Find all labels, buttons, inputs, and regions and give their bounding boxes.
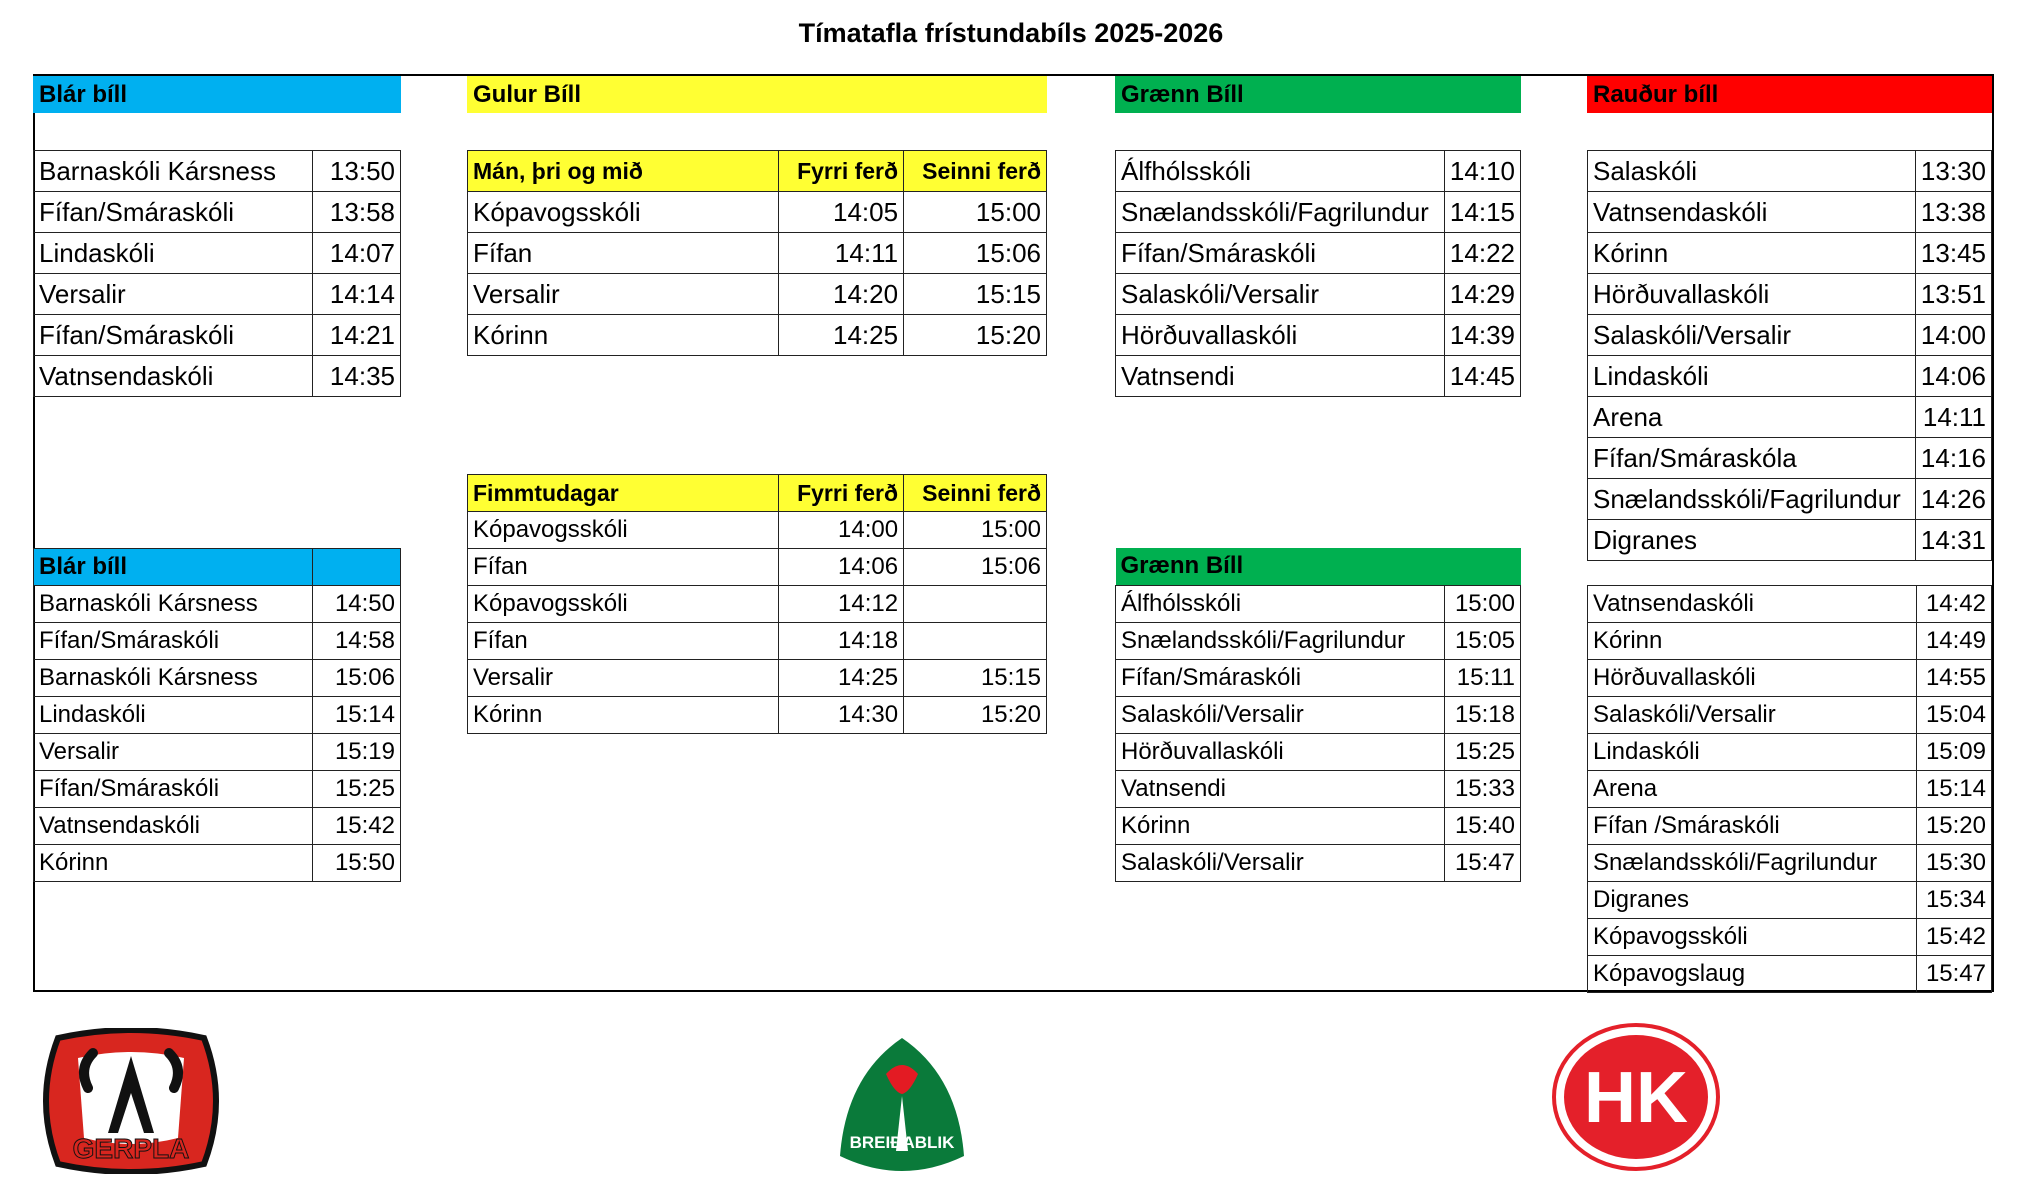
blue-bus-header: Blár bíll [33, 76, 401, 113]
departure-time: 14:30 [779, 697, 904, 734]
table-row [34, 233, 401, 274]
stop-name: Versalir [468, 660, 779, 697]
table-row [1588, 845, 1992, 882]
departure-time: 15:18 [1445, 696, 1521, 733]
table-row [34, 845, 401, 882]
stop-name: Snælandsskóli/Fagrilundur [1116, 192, 1445, 233]
stop-name: Fífan/Smáraskóli [1116, 659, 1445, 696]
table-row [468, 192, 1047, 233]
days-label-2: Fimmtudagar [468, 475, 779, 512]
table-row [1116, 356, 1521, 397]
stop-name: Vatnsendi [1116, 356, 1445, 397]
table-row [1588, 808, 1992, 845]
table-row [1588, 315, 1992, 356]
table-row [34, 734, 401, 771]
departure-time: 14:20 [779, 274, 904, 315]
table-row [34, 697, 401, 734]
departure-time: 15:00 [1445, 585, 1521, 622]
departure-time: 14:35 [313, 356, 401, 397]
table-row [1116, 622, 1521, 659]
departure-time: 14:06 [779, 549, 904, 586]
stop-name: Barnaskóli Kársness [34, 660, 313, 697]
departure-time: 14:12 [779, 586, 904, 623]
table-row [1588, 192, 1992, 233]
departure-time: 15:15 [904, 660, 1047, 697]
departure-time: 14:05 [779, 192, 904, 233]
stop-name: Salaskóli/Versalir [1588, 697, 1917, 734]
departure-time: 15:00 [904, 192, 1047, 233]
hk-logo-text: HK [1584, 1058, 1688, 1138]
departure-time [904, 586, 1047, 623]
table-row [1116, 274, 1521, 315]
table-row [34, 771, 401, 808]
stop-name: Vatnsendaskóli [34, 356, 313, 397]
departure-time: 14:15 [1444, 192, 1520, 233]
table-row [1588, 623, 1992, 660]
yellow-bus-header: Gulur Bíll [467, 76, 1047, 113]
green-bus-table-2 [1115, 548, 1521, 882]
departure-time: 14:11 [779, 233, 904, 274]
table-row [1588, 697, 1992, 734]
yellow-bus-table-2 [467, 474, 1047, 734]
table-row [1116, 233, 1521, 274]
stop-name: Snælandsskóli/Fagrilundur [1588, 479, 1916, 520]
table-row [34, 151, 401, 192]
departure-time: 14:25 [779, 660, 904, 697]
stop-name: Vatnsendaskóli [34, 808, 313, 845]
departure-time: 14:42 [1917, 586, 1992, 623]
departure-time: 14:10 [1444, 151, 1520, 192]
stop-name: Barnaskóli Kársness [34, 586, 313, 623]
table-row [1588, 956, 1992, 993]
table-row [468, 512, 1047, 549]
departure-time: 13:45 [1915, 233, 1991, 274]
departure-time: 14:06 [1915, 356, 1991, 397]
table-row [1116, 315, 1521, 356]
stop-name: Vatnsendi [1116, 770, 1445, 807]
departure-time: 14:58 [313, 623, 401, 660]
stop-name: Kórinn [468, 315, 779, 356]
table-row [1116, 807, 1521, 844]
stop-name: Kópavogsskóli [1588, 919, 1917, 956]
stop-name: Salaskóli/Versalir [1588, 315, 1916, 356]
stop-name: Vatnsendaskóli [1588, 586, 1917, 623]
stop-name: Fífan/Smáraskóli [1116, 233, 1445, 274]
table-row [34, 623, 401, 660]
hk-logo [1551, 1022, 1721, 1172]
blue-bus-header-2: Blár bíll [34, 549, 313, 586]
table-row [34, 274, 401, 315]
stop-name: Barnaskóli Kársness [34, 151, 313, 192]
stop-name: Lindaskóli [34, 697, 313, 734]
stop-name: Lindaskóli [1588, 734, 1917, 771]
departure-time: 15:20 [1917, 808, 1992, 845]
stop-name: Lindaskóli [34, 233, 313, 274]
breidablik-logo [838, 1036, 966, 1186]
departure-time: 14:21 [313, 315, 401, 356]
departure-time: 15:30 [1917, 845, 1992, 882]
table-row [1588, 771, 1992, 808]
table-row [1588, 660, 1992, 697]
departure-time: 15:40 [1445, 807, 1521, 844]
table-row [34, 586, 401, 623]
departure-time: 15:42 [313, 808, 401, 845]
table-row [1588, 438, 1992, 479]
departure-time: 15:42 [1917, 919, 1992, 956]
blue-bus-table-2 [33, 548, 401, 882]
departure-time: 14:45 [1444, 356, 1520, 397]
table-row [1588, 586, 1992, 623]
stop-name: Álfhólsskóli [1116, 151, 1445, 192]
departure-time: 15:05 [1445, 622, 1521, 659]
departure-time: 13:38 [1915, 192, 1991, 233]
table-row [34, 356, 401, 397]
stop-name: Fífan [468, 549, 779, 586]
gerpla-logo [38, 1028, 224, 1174]
table-row [468, 315, 1047, 356]
table-row [34, 315, 401, 356]
table-row [1588, 233, 1992, 274]
table-row [1588, 356, 1992, 397]
departure-time: 15:04 [1917, 697, 1992, 734]
red-bus-table-2 [1587, 585, 1992, 993]
yellow-bus-table-1 [467, 150, 1047, 356]
table-row [1116, 844, 1521, 881]
stop-name: Fífan/Smáraskóla [1588, 438, 1916, 479]
table-row [1116, 733, 1521, 770]
stop-name: Fífan /Smáraskóli [1588, 808, 1917, 845]
stop-name: Salaskóli/Versalir [1116, 274, 1445, 315]
departure-time: 15:50 [313, 845, 401, 882]
departure-time: 14:50 [313, 586, 401, 623]
stop-name: Digranes [1588, 882, 1917, 919]
stop-name: Salaskóli/Versalir [1116, 696, 1445, 733]
table-row [1588, 882, 1992, 919]
departure-time: 14:16 [1915, 438, 1991, 479]
table-row [468, 233, 1047, 274]
table-row [468, 549, 1047, 586]
stop-name: Arena [1588, 771, 1917, 808]
departure-time: 14:25 [779, 315, 904, 356]
green-bus-header: Grænn Bíll [1115, 76, 1521, 113]
breidablik-logo-text: BREIÐABLIK [849, 1133, 955, 1152]
stop-name: Kópavogsskóli [468, 586, 779, 623]
departure-time: 13:30 [1915, 151, 1991, 192]
departure-time: 15:06 [904, 233, 1047, 274]
departure-time: 13:58 [313, 192, 401, 233]
departure-time: 15:06 [313, 660, 401, 697]
departure-time: 14:00 [779, 512, 904, 549]
departure-time: 15:34 [1917, 882, 1992, 919]
stop-name: Lindaskóli [1588, 356, 1916, 397]
page-title: Tímatafla frístundabíls 2025-2026 [798, 18, 1224, 48]
stop-name: Kórinn [34, 845, 313, 882]
stop-name: Snælandsskóli/Fagrilundur [1588, 845, 1917, 882]
green-bus-header-2: Grænn Bíll [1116, 548, 1521, 585]
table-row [468, 586, 1047, 623]
stop-name: Kópavogsskóli [468, 192, 779, 233]
table-row [1116, 192, 1521, 233]
stop-name: Kórinn [468, 697, 779, 734]
red-bus-header: Rauður bíll [1587, 76, 1992, 113]
table-row [468, 623, 1047, 660]
departure-time: 13:50 [313, 151, 401, 192]
stop-name: Hörðuvallaskóli [1116, 733, 1445, 770]
stop-name: Fífan [468, 623, 779, 660]
stop-name: Versalir [34, 274, 313, 315]
blue-bus-table-1 [33, 150, 401, 397]
stop-name: Versalir [468, 274, 779, 315]
table-row [1588, 274, 1992, 315]
col-second-trip-2: Seinni ferð [904, 475, 1047, 512]
table-row [34, 192, 401, 233]
stop-name: Fífan/Smáraskóli [34, 623, 313, 660]
stop-name: Digranes [1588, 520, 1916, 561]
stop-name: Kórinn [1588, 623, 1917, 660]
departure-time: 15:15 [904, 274, 1047, 315]
stop-name: Hörðuvallaskóli [1588, 274, 1916, 315]
stop-name: Kórinn [1588, 233, 1916, 274]
departure-time: 14:29 [1444, 274, 1520, 315]
stop-name: Snælandsskóli/Fagrilundur [1116, 622, 1445, 659]
departure-time: 15:19 [313, 734, 401, 771]
departure-time: 14:49 [1917, 623, 1992, 660]
departure-time: 14:31 [1915, 520, 1991, 561]
stop-name: Fífan/Smáraskóli [34, 771, 313, 808]
table-row [34, 808, 401, 845]
table-row [1588, 397, 1992, 438]
departure-time [904, 623, 1047, 660]
departure-time: 14:00 [1915, 315, 1991, 356]
stop-name: Kórinn [1116, 807, 1445, 844]
table-row [468, 660, 1047, 697]
departure-time: 15:47 [1917, 956, 1992, 993]
stop-name: Hörðuvallaskóli [1588, 660, 1917, 697]
days-label: Mán, þri og mið [468, 151, 779, 192]
departure-time: 15:14 [313, 697, 401, 734]
table-row [1116, 585, 1521, 622]
table-row [1588, 734, 1992, 771]
table-row [1116, 151, 1521, 192]
stop-name: Hörðuvallaskóli [1116, 315, 1445, 356]
stop-name: Salaskóli [1588, 151, 1916, 192]
stop-name: Salaskóli/Versalir [1116, 844, 1445, 881]
departure-time: 15:47 [1445, 844, 1521, 881]
stop-name: Versalir [34, 734, 313, 771]
departure-time: 15:33 [1445, 770, 1521, 807]
table-row [1588, 919, 1992, 956]
departure-time: 15:14 [1917, 771, 1992, 808]
departure-time: 13:51 [1915, 274, 1991, 315]
gerpla-logo-text: GERPLA [72, 1133, 190, 1164]
departure-time: 14:55 [1917, 660, 1992, 697]
departure-time: 15:09 [1917, 734, 1992, 771]
table-row [1116, 659, 1521, 696]
stop-name: Vatnsendaskóli [1588, 192, 1916, 233]
departure-time: 14:11 [1915, 397, 1991, 438]
departure-time: 15:25 [1445, 733, 1521, 770]
col-first-trip-2: Fyrri ferð [779, 475, 904, 512]
departure-time: 14:39 [1444, 315, 1520, 356]
col-first-trip: Fyrri ferð [779, 151, 904, 192]
table-row [468, 274, 1047, 315]
stop-name: Álfhólsskóli [1116, 585, 1445, 622]
departure-time: 15:06 [904, 549, 1047, 586]
departure-time: 15:20 [904, 697, 1047, 734]
departure-time: 15:00 [904, 512, 1047, 549]
red-bus-table-1 [1587, 150, 1992, 561]
departure-time: 15:20 [904, 315, 1047, 356]
table-row [1116, 696, 1521, 733]
departure-time: 15:25 [313, 771, 401, 808]
table-row [1588, 479, 1992, 520]
stop-name: Arena [1588, 397, 1916, 438]
table-row [34, 660, 401, 697]
departure-time: 15:11 [1445, 659, 1521, 696]
table-row [1588, 151, 1992, 192]
table-row [468, 697, 1047, 734]
departure-time: 14:14 [313, 274, 401, 315]
table-row [1588, 520, 1992, 561]
stop-name: Fífan [468, 233, 779, 274]
departure-time: 14:22 [1444, 233, 1520, 274]
departure-time: 14:07 [313, 233, 401, 274]
stop-name: Kópavogslaug [1588, 956, 1917, 993]
table-row [1116, 770, 1521, 807]
green-bus-table-1 [1115, 150, 1521, 397]
departure-time: 14:26 [1915, 479, 1991, 520]
stop-name: Fífan/Smáraskóli [34, 315, 313, 356]
stop-name: Fífan/Smáraskóli [34, 192, 313, 233]
stop-name: Kópavogsskóli [468, 512, 779, 549]
departure-time: 14:18 [779, 623, 904, 660]
col-second-trip: Seinni ferð [904, 151, 1047, 192]
